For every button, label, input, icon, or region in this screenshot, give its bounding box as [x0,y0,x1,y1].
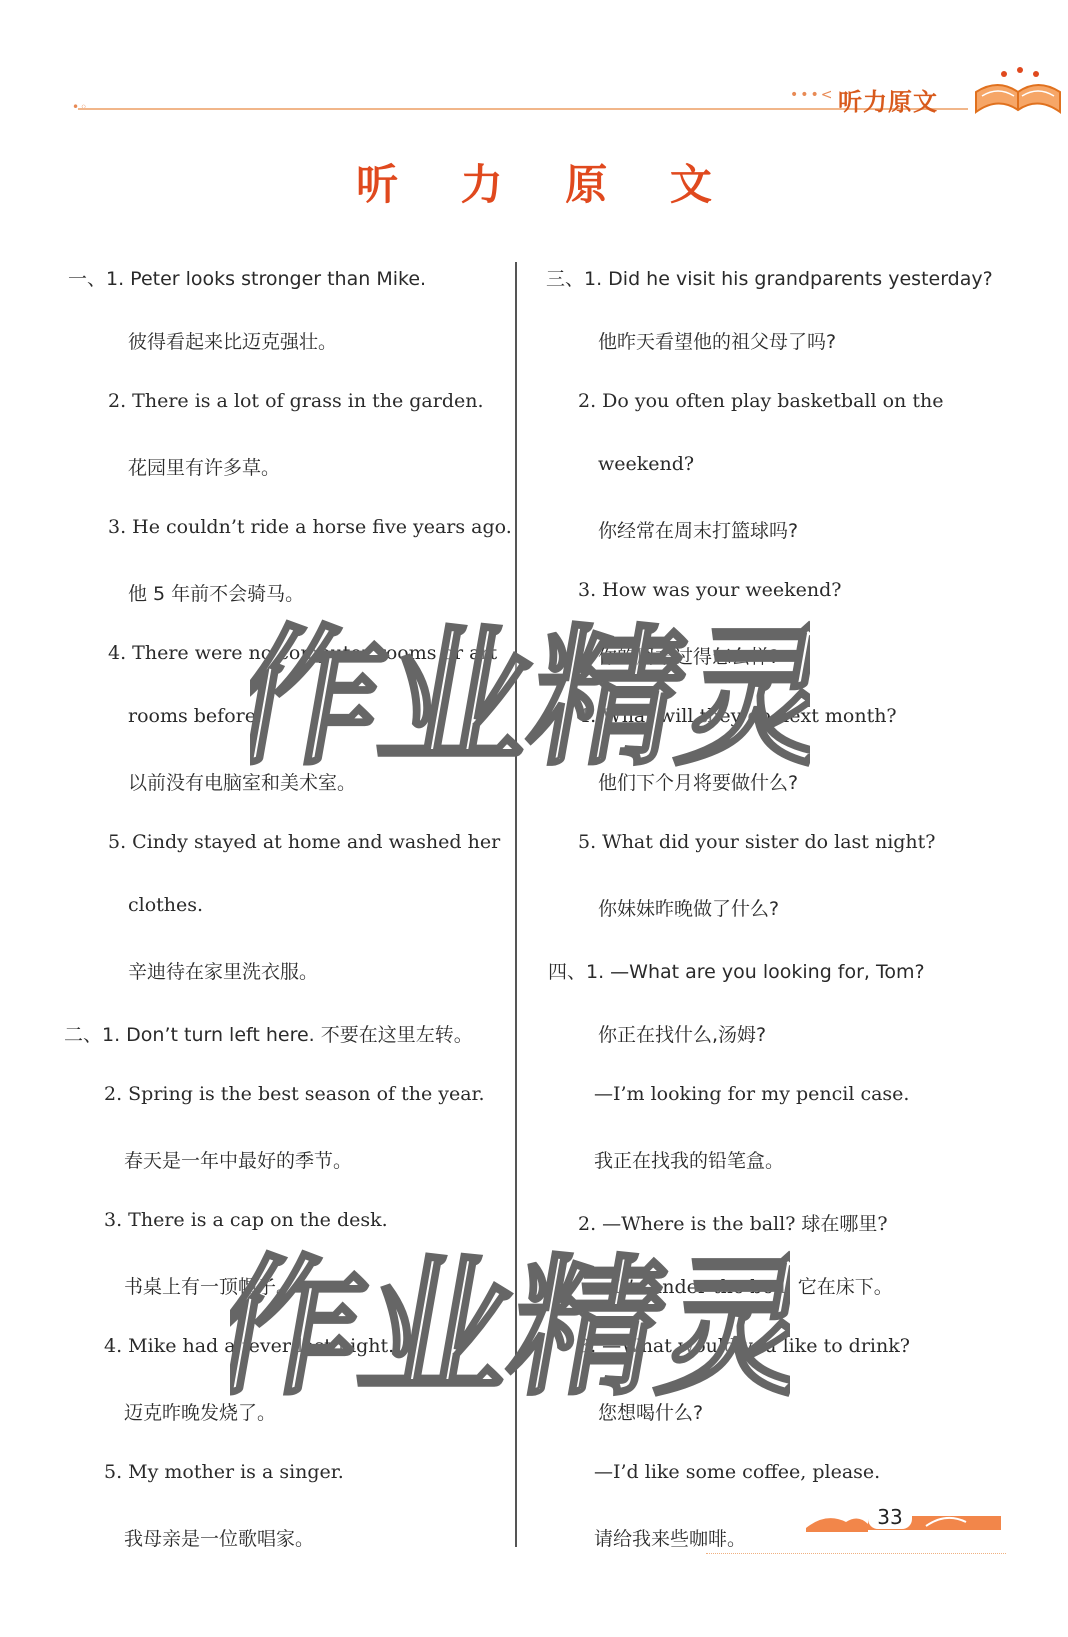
left-line-11: clothes. [128,894,204,916]
right-line-1: 三、1. Did he visit his grandparents yesterday? [546,268,993,290]
left-line-9: 以前没有电脑室和美术室。 [128,772,357,794]
right-line-4: weekend? [598,453,695,475]
left-line-12: 辛迪待在家里洗衣服。 [128,961,319,983]
left-line-7: 4. There were no computer rooms or art [108,642,498,664]
header-section-label: 听力原文 [838,88,938,116]
right-line-3: 2. Do you often play basketball on the [578,390,944,412]
right-line-19: 您想喝什么? [598,1402,704,1424]
left-line-10: 5. Cindy stayed at home and washed her [108,831,501,853]
watermark-outline-top [250,600,810,790]
svg-text:作业精灵: 作业精灵 [250,611,810,786]
left-line-2: 彼得看起来比迈克强壮。 [128,331,338,353]
watermark-outline-bottom [230,1230,790,1420]
left-line-5: 3. He couldn’t ride a horse five years ago. [108,516,512,538]
right-line-8: 4. What will they do next month? [578,705,897,727]
watermark-bottom [230,1230,790,1420]
left-line-18: 4. Mike had a fever last night. [104,1335,395,1357]
right-line-10: 5. What did your sister do last night? [578,831,936,853]
right-line-20: —I’d like some coffee, please. [594,1461,881,1483]
right-line-5: 你经常在周末打篮球吗? [598,520,799,542]
watermark-top [250,600,810,790]
right-line-18: 3. —What would you like to drink? [578,1335,910,1357]
header-rule [78,108,968,110]
right-line-15: 我正在找我的铅笔盒。 [594,1150,785,1172]
left-line-14: 2. Spring is the best season of the year. [104,1083,485,1105]
left-line-16: 3. There is a cap on the desk. [104,1209,388,1231]
left-line-19: 迈克昨晚发烧了。 [124,1402,277,1424]
left-line-1: 一、1. Peter looks stronger than Mike. [68,268,427,290]
svg-text:作业精灵: 作业精灵 [230,1241,790,1416]
left-line-20: 5. My mother is a singer. [104,1461,344,1483]
right-line-16: 2. —Where is the ball? 球在哪里? [578,1213,888,1235]
page-number: 33 [868,1505,912,1529]
open-book-icon [968,66,1068,120]
page-title: 听 力 原 文 [356,160,736,209]
footer-rule [706,1553,1006,1554]
right-line-11: 你妹妹昨晚做了什么? [598,898,780,920]
left-line-15: 春天是一年中最好的季节。 [124,1150,353,1172]
left-line-3: 2. There is a lot of grass in the garden. [108,390,484,412]
column-divider [515,262,517,1547]
header-dots-right: •••< [790,87,835,103]
left-line-4: 花园里有许多草。 [128,457,281,479]
header-dots-left: •◦ [72,100,89,114]
left-line-8: rooms before. [128,705,263,727]
right-line-12: 四、1. —What are you looking for, Tom? [548,961,925,983]
right-line-17: —It’s under the bed. 它在床下。 [594,1276,893,1298]
left-line-17: 书桌上有一顶帽子。 [124,1276,296,1298]
right-line-13: 你正在找什么,汤姆? [598,1024,767,1046]
left-line-13: 二、1. Don’t turn left here. 不要在这里左转。 [64,1024,473,1046]
right-line-9: 他们下个月将要做什么? [598,772,799,794]
right-line-6: 3. How was your weekend? [578,579,842,601]
right-line-7: 你的周末过得怎么样? [598,646,780,668]
left-line-21: 我母亲是一位歌唱家。 [124,1528,315,1550]
left-line-6: 他 5 年前不会骑马。 [128,583,305,605]
right-line-2: 他昨天看望他的祖父母了吗? [598,331,837,353]
right-line-14: —I’m looking for my pencil case. [594,1083,910,1105]
right-line-21: 请给我来些咖啡。 [594,1528,747,1550]
